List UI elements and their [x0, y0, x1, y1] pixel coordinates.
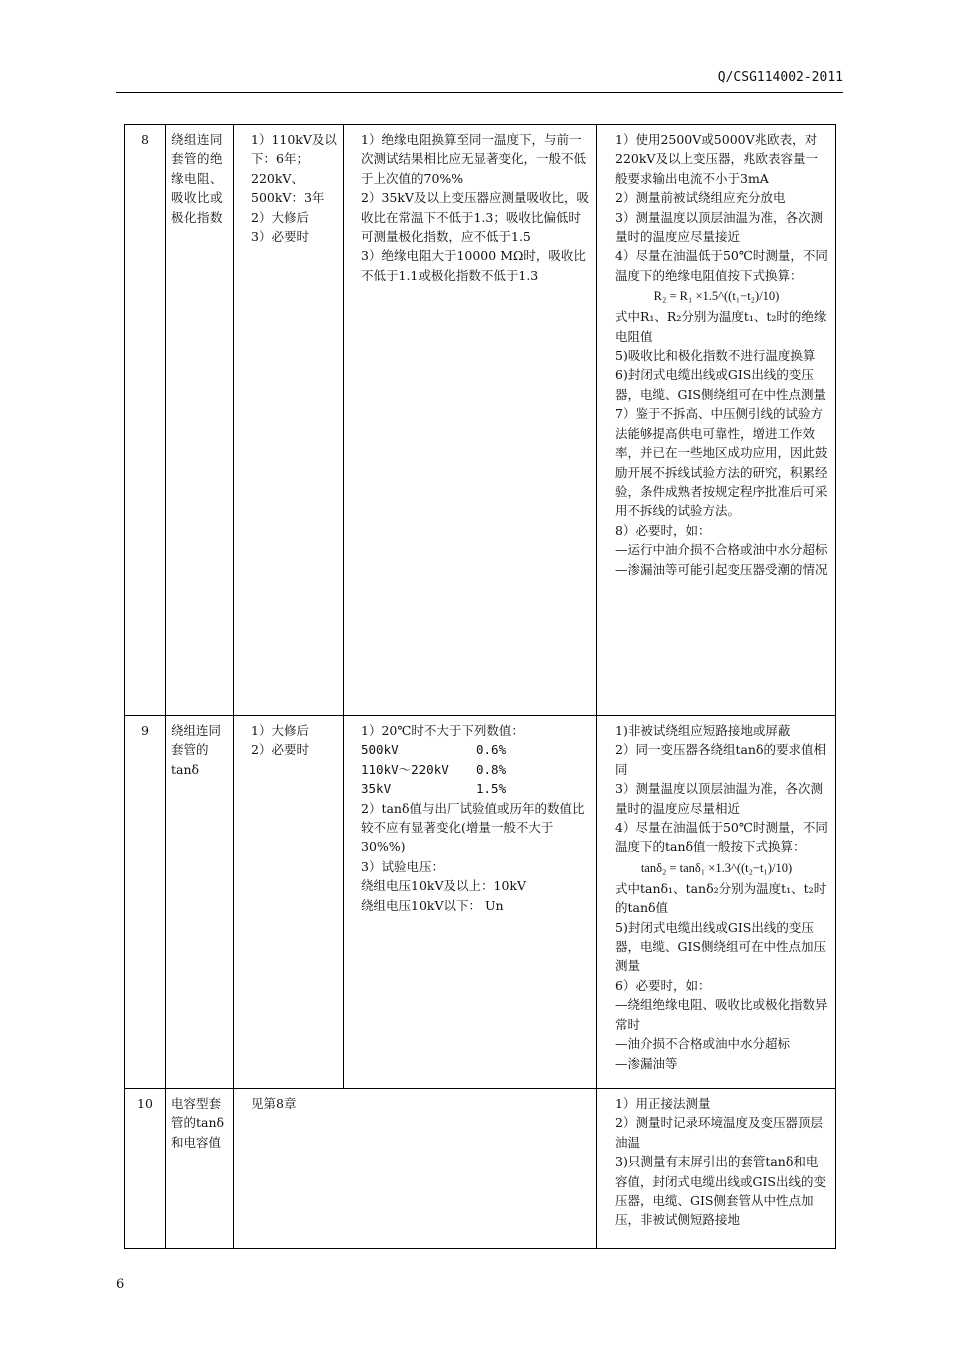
spec-row: 35kV 1.5% [361, 781, 507, 797]
test-item: 绕组连同套管的tanδ [166, 716, 234, 1089]
page-number: 6 [116, 1277, 125, 1292]
spec-row: 500kV 0.6% [361, 742, 507, 758]
test-item: 电容型套管的tanδ和电容值 [166, 1089, 234, 1249]
row-number: 9 [125, 716, 166, 1089]
table-row [125, 716, 836, 1089]
notes: 1）使用2500V或5000V兆欧表，对220kV及以上变压器，兆欧表容量一般要求输出电流不小于3mA 2）测量前被试绕组应充分放电 3）测量温度以顶层油温为准，各次测量时的温度应尽量接近 4）尽量在油温低于50℃时测量，不同温度下的绝缘电阻值按下式换算： R₂ = R₁ ×1.5^((t₁−t₂)/10) 式中R₁、R₂分别为温度t₁、t₂时的绝缘电阻值 5)吸收比和极化指数不进行温度换算 6)封闭式电缆出线或GIS出线的变压器，电缆、GIS侧绕组可在中性点测量 7）鉴于不拆高、中压侧引线的试验方法能够提高供电可靠性，增进工作效率，并已在一些地区成功应用，因此鼓励开展不拆线试验方法的研究，积累经验，条件成熟者按规定程序批准后可采用不拆线的试验方法。 8）必要时，如： —运行中油介损不合格或油中水分超标 —渗漏油等可能引起变压器受潮的情况 [597, 125, 836, 716]
test-item: 绕组连同套管的绝缘电阻、吸收比或极化指数 [166, 125, 234, 716]
document-code: Q/CSG114002-2011 [717, 70, 843, 85]
notes: 1）用正接法测量 2）测量时记录环境温度及变压器顶层油温 3)只测量有末屏引出的套管tanδ和电容值，封闭式电缆出线或GIS出线的变压器，电缆、GIS侧套管从中性点加压，非被试侧短路接地 [597, 1089, 836, 1249]
row-number: 10 [125, 1089, 166, 1249]
table-row [125, 1089, 836, 1249]
notes: 1)非被试绕组应短路接地或屏蔽 2）同一变压器各绕组tanδ的要求值相同 3）测量温度以顶层油温为准，各次测量时的温度应尽量相近 4）尽量在油温低于50℃时测量，不同温度下的tanδ值一般按下式换算： tanδ₂ = tanδ₁ ×1.3^((t₂−t₁)/10) 式中tanδ₁、tanδ₂分别为温度t₁、t₂时的tanδ值 5)封闭式电缆出线或GIS出线的变压器，电缆、GIS侧绕组可在中性点加压测量 6）必要时，如： —绕组绝缘电阻、吸收比或极化指数异常时 —油介损不合格或油中水分超标 —渗漏油等 [597, 716, 836, 1089]
standard-requirements: 1）绝缘电阻换算至同一温度下，与前一次测试结果相比应无显著变化，一般不低于上次值的70%% 2）35kV及以上变压器应测量吸收比，吸收比在常温下不低于1.3；吸收比偏低时可测量极化指数，应不低于1.5 3）绝缘电阻大于10000 MΩ时，吸收比不低于1.1或极化指数不低于1.3 [344, 125, 597, 716]
row-number: 8 [125, 125, 166, 716]
table-row [125, 125, 836, 716]
standard-requirements: 1）20℃时不大于下列数值： 500kV 0.6% 110kV～220kV 0.8% 35kV 1.5% 2）tanδ值与出厂试验值或历年的数值比较不应有显著变化(增量一般不大于30%%) 3）试验电压： 绕组电压10kV及以上：10kV 绕组电压10kV以下： Un [344, 716, 597, 1089]
spec-row: 110kV～220kV 0.8% [361, 761, 507, 777]
test-period: 1）大修后 2）必要时 [234, 716, 344, 1089]
test-items-table [124, 124, 836, 1249]
header-rule [116, 92, 843, 93]
test-period: 见第8章 [234, 1089, 597, 1249]
test-period: 1）110kV及以下：6年；220kV、500kV：3年 2）大修后 3）必要时 [234, 125, 344, 716]
resistance-conversion-formula: R₂ = R₁ ×1.5^((t₁−t₂)/10) [653, 289, 780, 304]
tan-delta-conversion-formula: tanδ₂ = tanδ₁ ×1.3^((t₂−t₁)/10) [640, 860, 793, 875]
